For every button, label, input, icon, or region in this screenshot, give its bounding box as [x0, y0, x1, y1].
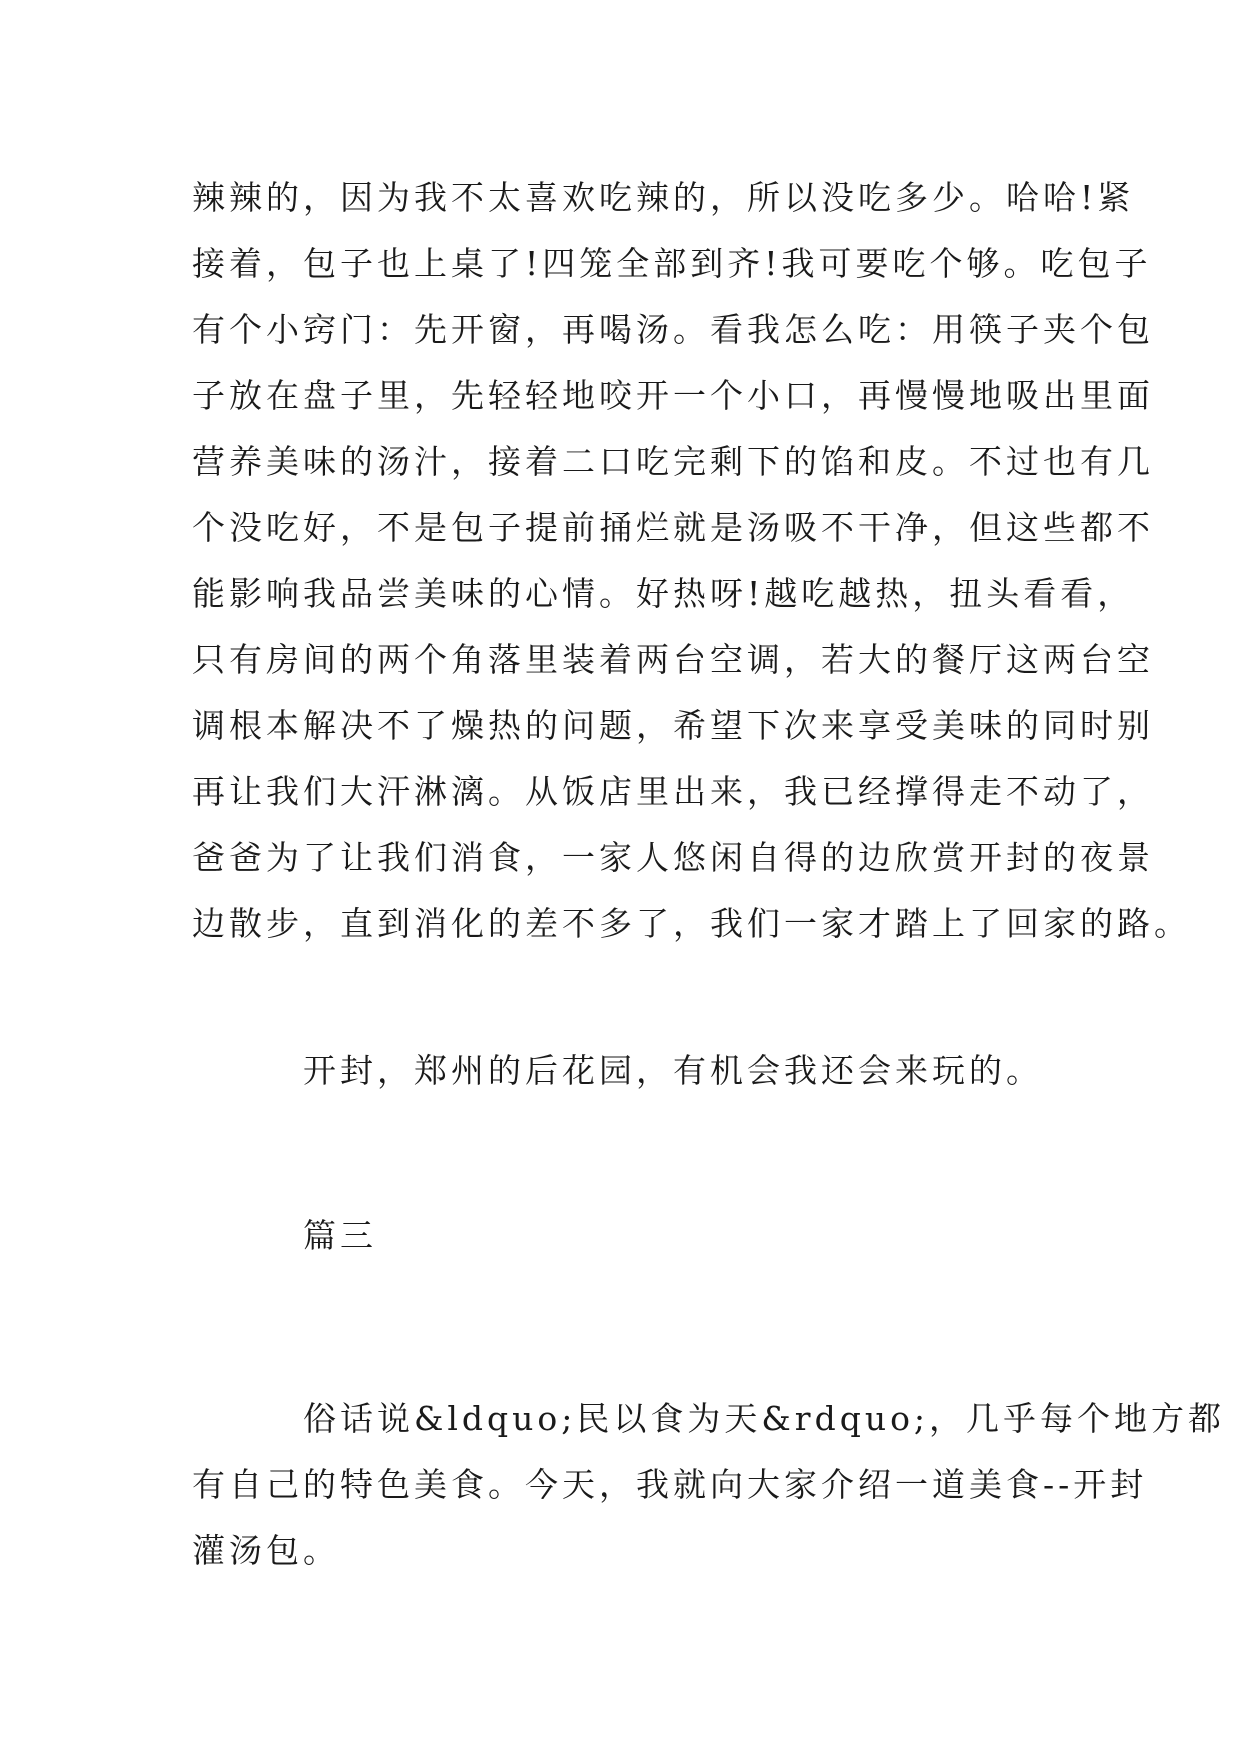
paragraph-line: 俗话说&ldquo;民以食为天&rdquo;，几乎每个地方都: [303, 1399, 1226, 1438]
paragraph-line: 再让我们大汗淋漓。从饭店里出来，我已经撑得走不动了，: [192, 772, 1154, 811]
paragraph-line: 灌汤包。: [192, 1531, 340, 1570]
paragraph-line: 只有房间的两个角落里装着两台空调，若大的餐厅这两台空: [192, 640, 1154, 679]
paragraph-line: 调根本解决不了燥热的问题，希望下次来享受美味的同时别: [192, 706, 1154, 745]
paragraph-line: 营养美味的汤汁，接着二口吃完剩下的馅和皮。不过也有几: [192, 442, 1154, 481]
paragraph-line: 能影响我品尝美味的心情。好热呀!越吃越热，扭头看看，: [192, 574, 1135, 613]
paragraph-line: 接着，包子也上桌了!四笼全部到齐!我可要吃个够。吃包子: [192, 244, 1152, 283]
paragraph-line: 边散步，直到消化的差不多了，我们一家才踏上了回家的路。: [192, 904, 1191, 943]
closing-sentence: 开封，郑州的后花园，有机会我还会来玩的。: [303, 1051, 1043, 1090]
paragraph-line: 爸爸为了让我们消食，一家人悠闲自得的边欣赏开封的夜景: [192, 838, 1154, 877]
paragraph-line: 子放在盘子里，先轻轻地咬开一个小口，再慢慢地吸出里面: [192, 376, 1154, 415]
paragraph-line: 有个小窍门：先开窗，再喝汤。看我怎么吃：用筷子夹个包: [192, 310, 1154, 349]
section-heading: 篇三: [303, 1216, 377, 1255]
paragraph-line: 个没吃好，不是包子提前捅烂就是汤吸不干净，但这些都不: [192, 508, 1154, 547]
paragraph-line: 有自己的特色美食。今天，我就向大家介绍一道美食--开封: [192, 1465, 1148, 1504]
paragraph-line: 辣辣的，因为我不太喜欢吃辣的，所以没吃多少。哈哈!紧: [192, 178, 1135, 217]
